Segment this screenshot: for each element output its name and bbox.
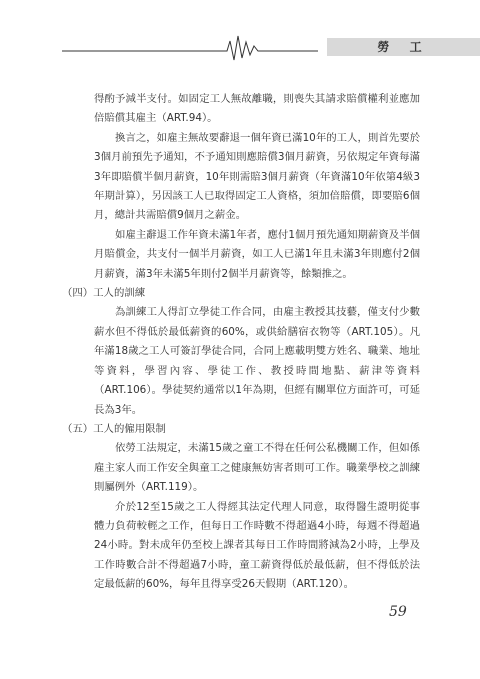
body-paragraph: 如雇主辭退工作年資未滿1年者，應付1個月預先通知期薪資及半個月賠償金，共支付一個半月薪資，如工人已滿1年且未滿3年則應付2個月薪資，滿3年未滿5年則付2個半月薪資等，餘類推之。	[94, 228, 420, 280]
body-paragraph: 換言之，如雇主無故要辭退一個年資已滿10年的工人，則首先要於3個月前預先予通知，不予通知則應賠償3個月薪資，另依規定年資每滿3年即賠償半個月薪資，10年則需賠3個月薪資（年資滿10年依第4級3年期計算），另因該工人已取得固定工人資格，須加倍賠償，即要賠6個月，總計共需賠償9個月之薪金。	[94, 131, 420, 222]
body-paragraph: 為訓練工人得訂立學徒工作合同，由雇主教授其技藝，僅支付少數薪水但不得低於最低薪資的60%，或供給膳宿衣物等（ART.105）。凡年滿18歲之工人可簽訂學徒合同，合同上應載明雙方姓名、職業、地址等資料，學習內容、學徒工作、教授時間地點、薪津等資料（ART.106）。學徒契約通常以1年為期，但經有關單位方面許可，可延長為3年。	[94, 306, 420, 416]
body-paragraph: 介於12至15歲之工人得經其法定代理人同意，取得醫生證明從事體力負荷較輕之工作，但每日工作時數不得超過4小時，每週不得超過24小時。對未成年仍至校上課者其每日工作時間將減為2小時，上學及工作時數合計不得超過7小時，童工薪資得低於最低薪，但不得低於法定最低薪的60%，每年且得享受26天假期（ART.120）。	[94, 500, 420, 591]
page-number: 59	[389, 604, 407, 620]
page-body	[62, 90, 420, 595]
section-heading: （五）工人的僱用限制	[62, 422, 166, 435]
body-paragraph: 得酌予減半支付。如固定工人無故離職，則喪失其請求賠償權利並應加倍賠償其雇主（ART.94）。	[94, 93, 420, 125]
section-heading: （四）工人的訓練	[62, 287, 146, 300]
section-title: 勞 工	[377, 40, 430, 54]
body-paragraph: 依勞工法規定，未滿15歲之童工不得在任何公私機關工作，但如係雇主家人而工作安全與童工之健康無妨害者則可工作。職業學校之訓練則屬例外（ART.119）。	[94, 442, 420, 494]
